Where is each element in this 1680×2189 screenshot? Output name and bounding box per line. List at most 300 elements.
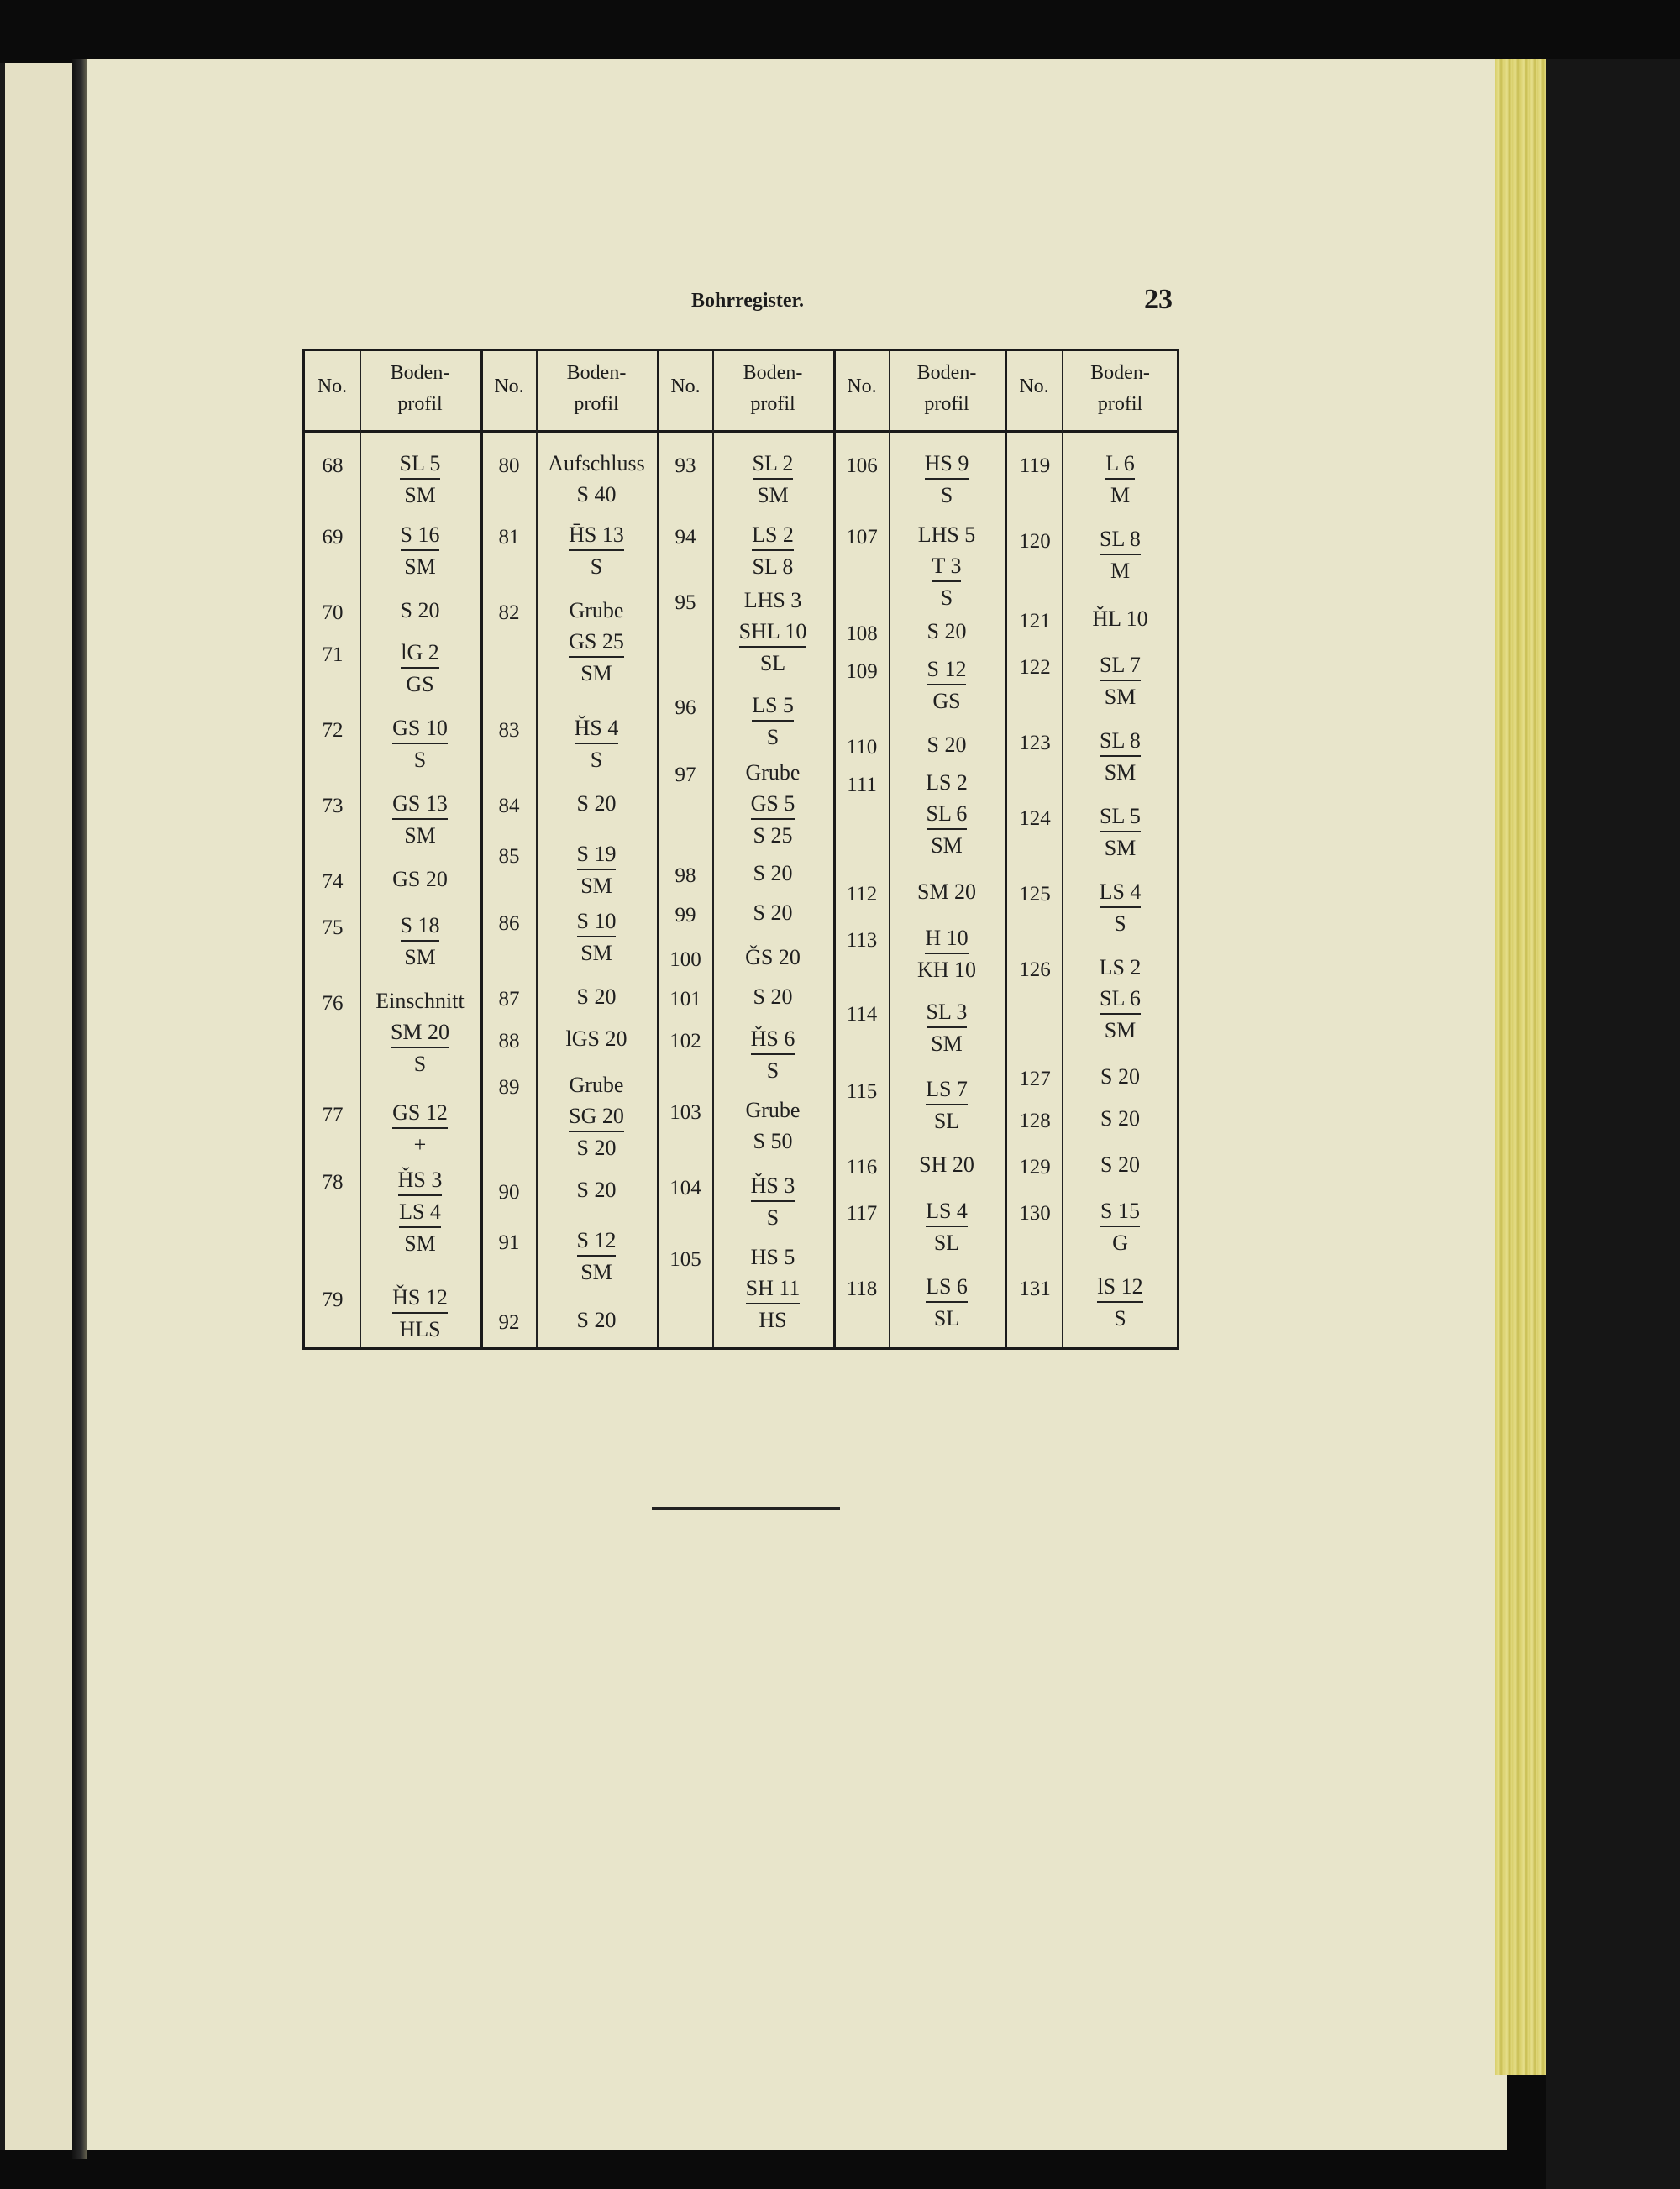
boring-number: 81 bbox=[498, 526, 520, 549]
profile-text: ȞS 3 bbox=[751, 1172, 795, 1202]
profile-text: S 12 bbox=[577, 1226, 617, 1257]
profile-line bbox=[361, 1164, 479, 1196]
profile-text: GS 25 bbox=[569, 627, 624, 658]
boring-number: 72 bbox=[322, 719, 344, 742]
profile-line bbox=[714, 1094, 832, 1126]
profile-text: SM bbox=[1104, 836, 1137, 860]
profile-text: SM bbox=[404, 823, 436, 848]
boring-number: 108 bbox=[846, 622, 878, 645]
bodenprofil-entry bbox=[361, 985, 479, 1079]
profile-line bbox=[714, 448, 832, 480]
profile-line bbox=[361, 637, 479, 669]
boring-number: 98 bbox=[675, 864, 696, 887]
bodenprofil-entry bbox=[714, 1170, 832, 1233]
profile-line bbox=[1063, 480, 1177, 511]
profile-line bbox=[714, 1023, 832, 1055]
profile-text: Grube bbox=[569, 598, 624, 622]
profile-text: S bbox=[766, 1205, 780, 1230]
profile-text: H̄S 13 bbox=[569, 521, 624, 551]
profile-line bbox=[538, 981, 655, 1012]
profile-line bbox=[538, 551, 655, 582]
boring-number: 128 bbox=[1019, 1110, 1051, 1132]
profile-text: LS 2 bbox=[926, 770, 968, 795]
boring-number: 122 bbox=[1019, 656, 1051, 679]
profile-text: GS 20 bbox=[392, 867, 448, 891]
profile-text: S bbox=[940, 585, 953, 610]
profile-text: M bbox=[1110, 559, 1131, 583]
boring-number: 118 bbox=[846, 1278, 878, 1300]
boring-number: 95 bbox=[675, 591, 696, 614]
bodenprofil-entry bbox=[1063, 876, 1177, 939]
profile-text: GS 5 bbox=[751, 790, 795, 820]
profile-line bbox=[361, 1016, 479, 1048]
boring-number: 94 bbox=[675, 526, 696, 549]
boring-number: 76 bbox=[322, 992, 344, 1015]
profile-text: S 20 bbox=[753, 984, 793, 1009]
profile-line bbox=[1063, 555, 1177, 586]
profile-text: SM bbox=[1104, 685, 1137, 709]
bodenprofil-entry bbox=[361, 1164, 479, 1259]
profile-line bbox=[361, 1314, 479, 1345]
bodenprofil-entry bbox=[890, 1271, 1003, 1334]
header-bodenprofil: Boden- profil bbox=[390, 362, 450, 415]
boring-number: 121 bbox=[1019, 610, 1051, 633]
bodenprofil-entry bbox=[538, 448, 655, 510]
boring-number: 101 bbox=[669, 988, 701, 1011]
profile-line bbox=[714, 519, 832, 551]
profile-text: G bbox=[1112, 1231, 1128, 1255]
boring-number: 130 bbox=[1019, 1202, 1051, 1225]
boring-number: 85 bbox=[498, 845, 520, 868]
boring-number: 105 bbox=[669, 1248, 701, 1271]
profile-text: S 20 bbox=[1100, 1152, 1140, 1177]
profile-line bbox=[890, 767, 1003, 798]
profile-text: S bbox=[766, 1058, 780, 1083]
profile-line bbox=[714, 788, 832, 820]
profile-line bbox=[890, 448, 1003, 480]
profile-line bbox=[361, 712, 479, 744]
profile-line bbox=[361, 864, 479, 895]
profile-text: S 20 bbox=[576, 791, 617, 816]
profile-line bbox=[1063, 649, 1177, 681]
profile-line bbox=[714, 480, 832, 511]
profile-text: SL 2 bbox=[753, 449, 794, 480]
boring-number: 90 bbox=[498, 1181, 520, 1204]
boring-number: 87 bbox=[498, 988, 520, 1011]
profile-text: SM bbox=[931, 833, 963, 858]
profile-line bbox=[890, 1028, 1003, 1059]
profile-text: ȞS 4 bbox=[575, 714, 619, 744]
bodenprofil-entry bbox=[714, 981, 832, 1012]
bodenprofil-entry bbox=[361, 519, 479, 582]
profile-line bbox=[890, 550, 1003, 582]
profile-text: SM bbox=[931, 1032, 963, 1056]
profile-line bbox=[538, 1069, 655, 1100]
boring-number: 102 bbox=[669, 1030, 701, 1053]
profile-text: S 20 bbox=[927, 732, 967, 757]
profile-line bbox=[361, 480, 479, 511]
profile-line bbox=[361, 820, 479, 851]
boring-number: 125 bbox=[1019, 883, 1051, 906]
profile-text: SM bbox=[580, 661, 612, 685]
profile-line bbox=[714, 690, 832, 722]
profile-text: LS 5 bbox=[752, 691, 794, 722]
bodenprofil-entry bbox=[714, 690, 832, 753]
profile-line bbox=[538, 1174, 655, 1205]
profile-line bbox=[1063, 952, 1177, 983]
bodenprofil-entry bbox=[890, 876, 1003, 907]
profile-line bbox=[714, 1126, 832, 1157]
profile-text: SM bbox=[404, 554, 436, 579]
profile-text: ȞS 6 bbox=[751, 1025, 795, 1055]
profile-text: S bbox=[1114, 911, 1126, 936]
profile-line bbox=[714, 616, 832, 648]
bodenprofil-entry bbox=[1063, 1271, 1177, 1334]
profile-line bbox=[714, 585, 832, 616]
profile-line bbox=[538, 1132, 655, 1163]
profile-text: HS 9 bbox=[925, 449, 969, 480]
profile-text: SL 7 bbox=[1100, 651, 1141, 681]
bodenprofil-entry bbox=[361, 448, 479, 511]
profile-line bbox=[361, 669, 479, 700]
profile-text: SL 5 bbox=[1100, 802, 1141, 832]
profile-line bbox=[714, 757, 832, 788]
profile-line bbox=[714, 897, 832, 928]
bodenprofil-entry bbox=[714, 1094, 832, 1157]
profile-text: SM bbox=[404, 483, 436, 507]
boring-number: 93 bbox=[675, 454, 696, 477]
bodenprofil-entry bbox=[890, 767, 1003, 861]
bodenprofil-entry bbox=[890, 729, 1003, 760]
profile-text: SL 8 bbox=[1100, 525, 1141, 555]
profile-line bbox=[361, 788, 479, 820]
profile-text: S 20 bbox=[576, 1308, 617, 1332]
profile-text: SM 20 bbox=[391, 1018, 449, 1048]
profile-line bbox=[1063, 1227, 1177, 1258]
bodenprofil-entry bbox=[1063, 603, 1177, 634]
bodenprofil-entry bbox=[538, 981, 655, 1012]
profile-line bbox=[890, 1074, 1003, 1105]
profile-text: SL bbox=[759, 651, 786, 675]
bodenprofil-entry bbox=[890, 922, 1003, 985]
group-rule bbox=[657, 351, 659, 1347]
profile-line bbox=[890, 996, 1003, 1028]
header-bodenprofil: Boden- profil bbox=[566, 362, 627, 415]
bodenprofil-entry bbox=[890, 996, 1003, 1059]
profile-line bbox=[361, 519, 479, 551]
profile-text: Einschnitt bbox=[375, 989, 465, 1013]
profile-text: S bbox=[590, 748, 603, 772]
header-no: No. bbox=[1019, 375, 1049, 397]
profile-text: S bbox=[766, 725, 780, 749]
left-page-edge bbox=[0, 63, 77, 2150]
end-rule bbox=[652, 1507, 840, 1510]
bodenprofil-entry bbox=[1063, 649, 1177, 712]
boring-number: 96 bbox=[675, 696, 696, 719]
profile-text: SG 20 bbox=[569, 1102, 624, 1132]
profile-text: L 6 bbox=[1105, 449, 1134, 480]
bodenprofil-entry bbox=[361, 712, 479, 775]
bodenprofil-entry bbox=[361, 788, 479, 851]
profile-line bbox=[538, 744, 655, 775]
profile-line bbox=[361, 1282, 479, 1314]
profile-line bbox=[361, 1129, 479, 1160]
profile-text: SL 8 bbox=[752, 554, 794, 579]
bodenprofil-entry bbox=[538, 595, 655, 689]
profile-line bbox=[890, 1149, 1003, 1180]
profile-text: Grube bbox=[745, 760, 801, 785]
profile-text: SL bbox=[933, 1109, 960, 1133]
header-no: No. bbox=[494, 375, 524, 397]
profile-line bbox=[890, 654, 1003, 685]
bodenprofil-entry bbox=[1063, 952, 1177, 1046]
profile-text: lG 2 bbox=[401, 638, 439, 669]
boring-number: 68 bbox=[322, 454, 344, 477]
profile-text: Grube bbox=[745, 1098, 801, 1122]
profile-line bbox=[1063, 603, 1177, 634]
profile-line bbox=[714, 1241, 832, 1273]
boring-number: 103 bbox=[669, 1101, 701, 1124]
boring-number: 92 bbox=[498, 1311, 520, 1334]
profile-line bbox=[538, 712, 655, 744]
bodenprofil-entry bbox=[890, 1149, 1003, 1180]
profile-text: S bbox=[413, 748, 427, 772]
profile-line bbox=[1063, 725, 1177, 757]
bodenprofil-entry bbox=[361, 595, 479, 626]
profile-line bbox=[538, 1225, 655, 1257]
profile-text: S 20 bbox=[576, 984, 617, 1009]
profile-text: S 50 bbox=[753, 1129, 793, 1153]
profile-line bbox=[1063, 1149, 1177, 1180]
profile-text: GS 10 bbox=[392, 714, 448, 744]
profile-text: SL 3 bbox=[927, 998, 968, 1028]
running-title: Bohrregister. bbox=[691, 290, 804, 312]
boring-number: 97 bbox=[675, 764, 696, 786]
profile-text: S 10 bbox=[577, 907, 617, 937]
header-no: No. bbox=[847, 375, 877, 397]
profile-text: LS 6 bbox=[926, 1273, 968, 1303]
profile-line bbox=[538, 448, 655, 479]
profile-text: LS 2 bbox=[1099, 955, 1142, 979]
bodenprofil-entry bbox=[538, 519, 655, 582]
bodenprofil-entry bbox=[361, 637, 479, 700]
profile-text: S bbox=[590, 554, 603, 579]
bodenprofil-entry bbox=[538, 1069, 655, 1163]
profile-text: SM 20 bbox=[916, 879, 977, 904]
profile-line bbox=[1063, 876, 1177, 908]
profile-line bbox=[714, 1304, 832, 1336]
boring-number: 123 bbox=[1019, 732, 1051, 754]
profile-line bbox=[890, 729, 1003, 760]
profile-line bbox=[538, 1257, 655, 1288]
profile-text: LHS 5 bbox=[917, 522, 976, 547]
bodenprofil-entry bbox=[361, 910, 479, 973]
profile-text: SL 6 bbox=[927, 800, 968, 830]
profile-text: HS 5 bbox=[750, 1245, 795, 1269]
profile-line bbox=[538, 937, 655, 969]
profile-text: S 20 bbox=[927, 619, 967, 643]
profile-line bbox=[714, 1202, 832, 1233]
bodenprofil-entry bbox=[714, 585, 832, 679]
profile-line bbox=[361, 1048, 479, 1079]
profile-text: S 40 bbox=[576, 482, 617, 507]
boring-number: 74 bbox=[322, 870, 344, 893]
bodenprofil-entry bbox=[538, 906, 655, 969]
bodenprofil-entry bbox=[1063, 1103, 1177, 1134]
boring-number: 117 bbox=[846, 1202, 878, 1225]
bodenprofil-entry bbox=[538, 1023, 655, 1054]
profile-line bbox=[890, 830, 1003, 861]
profile-text: S 20 bbox=[753, 861, 793, 885]
profile-text: SM bbox=[580, 941, 612, 965]
boring-number: 131 bbox=[1019, 1278, 1051, 1300]
profile-line bbox=[714, 551, 832, 582]
profile-text: ȞL 10 bbox=[1092, 606, 1148, 631]
profile-text: GS 13 bbox=[392, 790, 448, 820]
profile-line bbox=[1063, 1303, 1177, 1334]
header-no: No. bbox=[670, 375, 701, 397]
boring-number: 82 bbox=[498, 601, 520, 624]
profile-text: S 25 bbox=[753, 823, 793, 848]
profile-text: S bbox=[1114, 1306, 1126, 1331]
boring-number: 115 bbox=[846, 1080, 878, 1103]
profile-text: S 18 bbox=[401, 911, 440, 942]
boring-number: 124 bbox=[1019, 807, 1051, 830]
profile-line bbox=[714, 820, 832, 851]
profile-line bbox=[1063, 1061, 1177, 1092]
profile-line bbox=[538, 788, 655, 819]
profile-line bbox=[538, 626, 655, 658]
profile-line bbox=[714, 722, 832, 753]
profile-line bbox=[1063, 908, 1177, 939]
bodenprofil-entry bbox=[1063, 448, 1177, 511]
profile-text: SM bbox=[1104, 1018, 1137, 1042]
bodenprofil-entry bbox=[714, 1023, 832, 1086]
profile-text: SL 8 bbox=[1100, 727, 1141, 757]
profile-text: SM bbox=[757, 483, 789, 507]
profile-line bbox=[361, 744, 479, 775]
boring-number: 71 bbox=[322, 643, 344, 666]
profile-text: HS bbox=[759, 1308, 787, 1332]
profile-line bbox=[361, 985, 479, 1016]
profile-line bbox=[1063, 757, 1177, 788]
profile-text: SM bbox=[404, 945, 436, 969]
header-rule bbox=[302, 430, 1179, 433]
profile-line bbox=[538, 906, 655, 937]
profile-text: GS bbox=[406, 672, 434, 696]
bodenprofil-entry bbox=[714, 757, 832, 851]
boring-number: 129 bbox=[1019, 1156, 1051, 1178]
profile-text: Grube bbox=[569, 1073, 624, 1097]
bodenprofil-entry bbox=[1063, 1149, 1177, 1180]
bodenprofil-entry bbox=[1063, 1061, 1177, 1092]
profile-line bbox=[1063, 832, 1177, 864]
profile-line bbox=[538, 519, 655, 551]
boring-number: 83 bbox=[498, 719, 520, 742]
profile-text: SM bbox=[1104, 760, 1137, 785]
boring-number: 112 bbox=[846, 883, 878, 906]
profile-text: Aufschluss bbox=[548, 451, 645, 475]
profile-line bbox=[714, 942, 832, 973]
profile-line bbox=[890, 922, 1003, 954]
bodenprofil-entry bbox=[538, 788, 655, 819]
profile-line bbox=[890, 798, 1003, 830]
bodenprofil-entry bbox=[1063, 801, 1177, 864]
profile-line bbox=[538, 658, 655, 689]
profile-text: S 15 bbox=[1100, 1197, 1140, 1227]
header-bodenprofil: Boden- profil bbox=[743, 362, 803, 415]
profile-text: LS 4 bbox=[399, 1198, 441, 1228]
bodenprofil-entry bbox=[890, 448, 1003, 511]
profile-text: KH 10 bbox=[916, 958, 977, 982]
profile-text: S 19 bbox=[577, 840, 617, 870]
profile-line bbox=[1063, 1015, 1177, 1046]
profile-text: ȞS 3 bbox=[398, 1166, 443, 1196]
profile-text: SL 6 bbox=[1100, 984, 1141, 1015]
profile-text: H 10 bbox=[925, 924, 968, 954]
profile-line bbox=[890, 685, 1003, 717]
profile-line bbox=[538, 479, 655, 510]
page-number: 23 bbox=[1144, 284, 1173, 315]
bodenprofil-entry bbox=[714, 858, 832, 889]
group-rule bbox=[1005, 351, 1007, 1347]
profile-text: SL bbox=[933, 1231, 960, 1255]
profile-line bbox=[361, 1228, 479, 1259]
bodenprofil-entry bbox=[538, 1225, 655, 1288]
profile-line bbox=[890, 1105, 1003, 1136]
boring-number: 91 bbox=[498, 1231, 520, 1254]
profile-text: S 20 bbox=[576, 1178, 617, 1202]
profile-text: SH 11 bbox=[746, 1274, 801, 1304]
header-bodenprofil: Boden- profil bbox=[916, 362, 977, 415]
boring-number: 114 bbox=[846, 1003, 878, 1026]
boring-number: 70 bbox=[322, 601, 344, 624]
profile-line bbox=[538, 1100, 655, 1132]
profile-line bbox=[538, 1023, 655, 1054]
header-bodenprofil: Boden- profil bbox=[1090, 362, 1150, 415]
bodenprofil-entry bbox=[714, 942, 832, 973]
profile-text: S 20 bbox=[576, 1136, 617, 1160]
profile-line bbox=[890, 480, 1003, 511]
profile-line bbox=[361, 910, 479, 942]
profile-text: S 20 bbox=[1100, 1106, 1140, 1131]
profile-text: S bbox=[413, 1052, 427, 1076]
profile-line bbox=[361, 448, 479, 480]
profile-line bbox=[714, 1273, 832, 1304]
bodenprofil-entry bbox=[890, 654, 1003, 717]
boring-number: 78 bbox=[322, 1171, 344, 1194]
header-no: No. bbox=[317, 375, 348, 397]
profile-text: S 20 bbox=[1100, 1064, 1140, 1089]
bodenprofil-entry bbox=[714, 1241, 832, 1336]
profile-line bbox=[361, 942, 479, 973]
profile-line bbox=[890, 954, 1003, 985]
boring-number: 75 bbox=[322, 916, 344, 939]
boring-number: 116 bbox=[846, 1156, 878, 1178]
bodenprofil-entry bbox=[890, 1074, 1003, 1136]
group-rule bbox=[480, 351, 483, 1347]
boring-number: 104 bbox=[669, 1177, 701, 1199]
profile-text: lS 12 bbox=[1097, 1273, 1142, 1303]
profile-text: SM bbox=[580, 1260, 612, 1284]
profile-line bbox=[714, 981, 832, 1012]
profile-text: lGS 20 bbox=[565, 1026, 627, 1051]
profile-text: ȞS 12 bbox=[392, 1283, 448, 1314]
boring-number: 113 bbox=[846, 929, 878, 952]
profile-line bbox=[538, 1304, 655, 1336]
bodenprofil-entry bbox=[538, 838, 655, 901]
bodenprofil-entry bbox=[890, 616, 1003, 647]
